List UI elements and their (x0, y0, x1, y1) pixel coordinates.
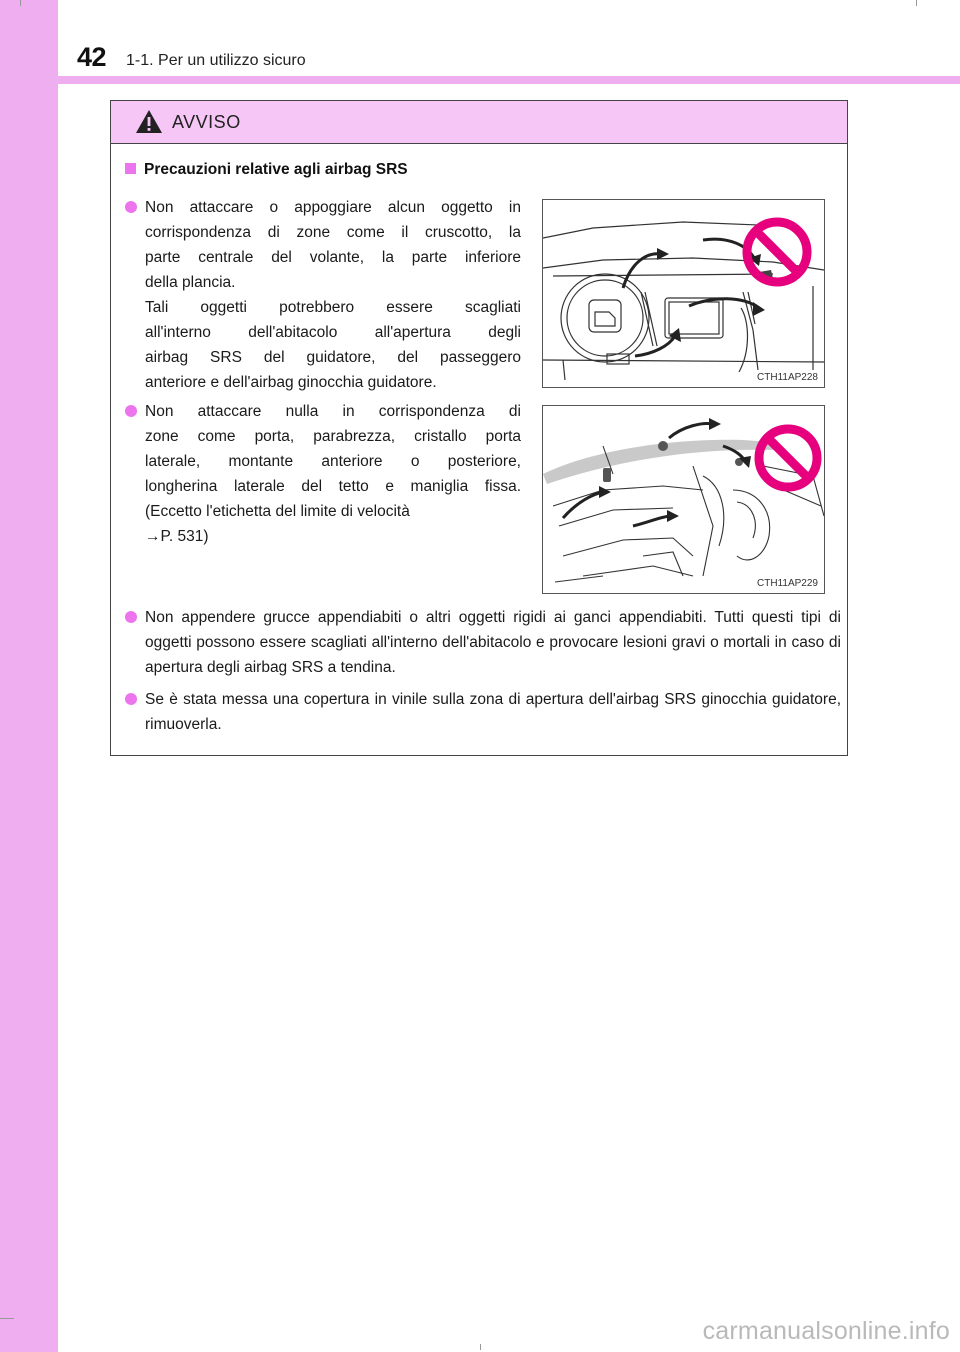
text-line: corrispondenza di zone come il cruscotto, la (145, 224, 521, 241)
text-line: longherina laterale del tetto e maniglia fissa. (145, 478, 521, 495)
crop-mark (0, 1318, 14, 1319)
square-bullet-icon (125, 163, 136, 174)
chapter-title: 1-1. Per un utilizzo sicuro (126, 52, 306, 69)
bullet-item (125, 399, 521, 549)
bullet-item (125, 605, 841, 680)
figure-code: CTH11AP229 (757, 578, 818, 589)
figure-code: CTH11AP228 (757, 372, 818, 383)
text-line: Non attaccare nulla in corrispondenza di (145, 403, 521, 420)
text-line: della plancia. (145, 274, 236, 291)
cabin-illustration (542, 405, 825, 594)
bullet-dot-icon (125, 201, 137, 213)
prohibition-icon (747, 222, 807, 282)
warning-box (110, 100, 848, 756)
text-line: zone come porta, parabrezza, cristallo porta (145, 428, 521, 445)
page-number: 42 (77, 42, 107, 72)
crop-mark (916, 0, 917, 6)
text-line: airbag SRS del guidatore, del passeggero (145, 349, 521, 366)
side-strip (0, 0, 58, 1352)
bullet-item (125, 687, 841, 737)
text-line: anteriore e dell'airbag ginocchia guidatore. (145, 374, 437, 391)
crop-mark (480, 1344, 481, 1350)
cabin-drawing (543, 406, 824, 593)
text-line: Non attaccare o appoggiare alcun oggetto in (145, 199, 521, 216)
dashboard-illustration (542, 199, 825, 388)
section-title-text: Precauzioni relative agli airbag SRS (144, 161, 408, 178)
text-line: Tali oggetti potrebbero essere scagliati (145, 299, 521, 316)
watermark: carmanualsonline.info (702, 1317, 950, 1345)
text-line: all'interno dell'abitacolo all'apertura degli (145, 324, 521, 341)
warning-triangle-icon (135, 109, 163, 134)
warning-header (111, 101, 847, 144)
header-rule (58, 76, 960, 84)
prohibition-icon (759, 429, 817, 487)
bullet-text: Non appendere grucce appendiabiti o altri oggetti rigidi ai ganci appendiabiti. Tutti questi tipi di oggetti possono essere scagliati all'interno dell'abitacolo e provocare lesioni gravi o mortali in caso di apertura degli airbag SRS a tendina. (145, 609, 841, 676)
bullet-dot-icon (125, 693, 137, 705)
text-line: laterale, montante anteriore o posteriore, (145, 453, 521, 470)
text-line: →P. 531) (145, 528, 209, 545)
warning-label: AVVISO (172, 112, 241, 132)
section-title (125, 161, 408, 179)
bullet-dot-icon (125, 611, 137, 623)
crop-mark (20, 0, 21, 6)
dashboard-drawing (543, 200, 824, 387)
bullet-item (125, 195, 521, 395)
bullet-dot-icon (125, 405, 137, 417)
text-line: (Eccetto l'etichetta del limite di velocità (145, 503, 410, 520)
bullet-text: Se è stata messa una copertura in vinile sulla zona di apertura dell'airbag SRS ginocchia guidatore, rimuoverla. (145, 691, 841, 733)
text-line: parte centrale del volante, la parte inferiore (145, 249, 521, 266)
